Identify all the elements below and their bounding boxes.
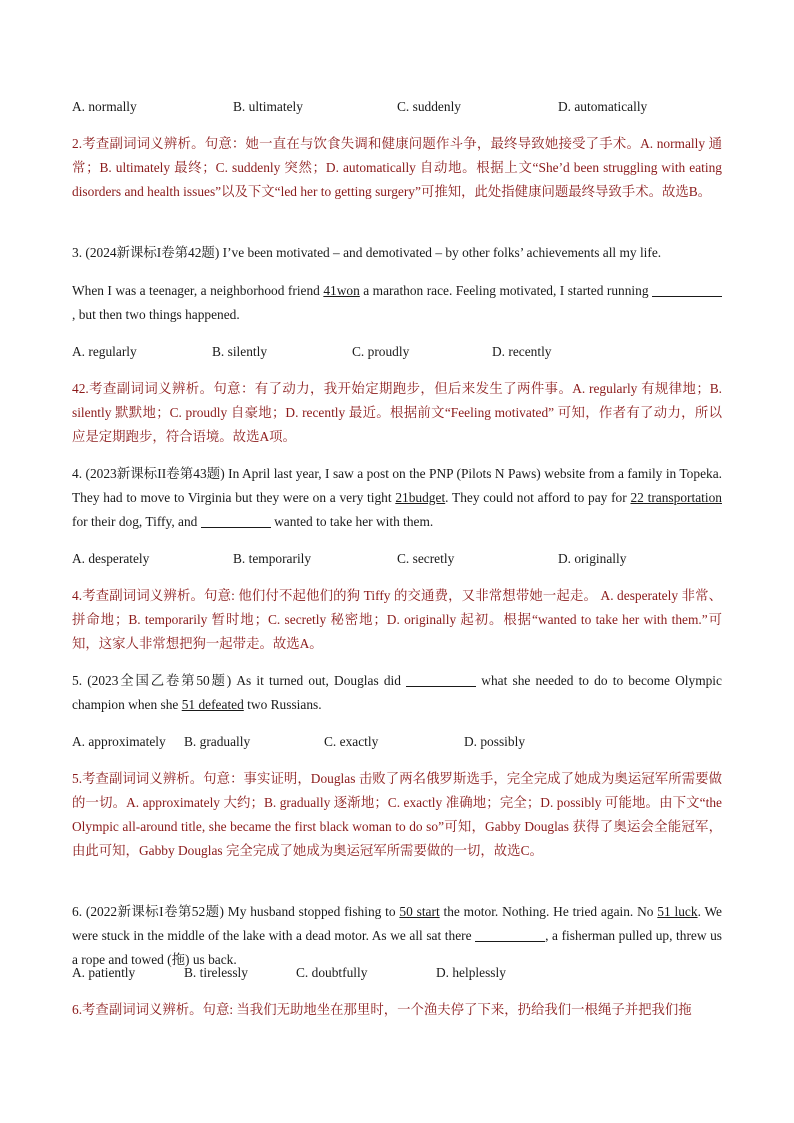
q6-text-part: the motor. Nothing. He tried again. No bbox=[443, 904, 654, 919]
q6-options bbox=[72, 961, 722, 985]
q3-option-c: C. proudly bbox=[352, 344, 410, 359]
q5-option-b: B. gradually bbox=[184, 734, 251, 749]
q6-text-part: 6. (2022新课标I卷第52题) My husband stopped fishing to bbox=[72, 904, 396, 919]
question-4-text bbox=[72, 462, 722, 534]
q3-options bbox=[72, 340, 722, 364]
q5-underlined-51: 51 defeated bbox=[181, 697, 244, 712]
q5-text-part: 5. (2023全国乙卷第50题) As it turned out, Douglas did bbox=[72, 673, 401, 688]
q3-text-part: When I was a teenager, a neighborhood friend bbox=[72, 283, 320, 298]
q4-option-d: D. originally bbox=[558, 551, 627, 566]
q3-blank bbox=[652, 282, 722, 297]
q6-text-part: . We were stuck in the middle of the lake with a dead motor. As we all sat there bbox=[72, 904, 722, 943]
q1-options bbox=[72, 95, 722, 119]
q4-text-part: wanted to take her with them. bbox=[274, 514, 434, 529]
q6-option-b: B. tirelessly bbox=[184, 965, 248, 980]
q4-underlined-22: 22 transportation bbox=[630, 490, 722, 505]
answer-6: 6.考查副词词义辨析。句意: 当我们无助地坐在那里时，一个渔夫停了下来，扔给我们一根绳子并把我们拖 bbox=[72, 1002, 692, 1017]
q3-text-part: , but then two things happened. bbox=[72, 307, 240, 322]
q4-blank bbox=[201, 513, 271, 528]
q5-option-c: C. exactly bbox=[324, 734, 379, 749]
q4-option-b: B. temporarily bbox=[233, 551, 312, 566]
q4-option-c: C. secretly bbox=[397, 551, 455, 566]
q4-option-a: A. desperately bbox=[72, 551, 150, 566]
q1-option-b: B. ultimately bbox=[233, 99, 303, 114]
q6-underlined-51: 51 luck bbox=[657, 904, 698, 919]
q1-option-d: D. automatically bbox=[558, 99, 648, 114]
q5-text-part: two Russians. bbox=[247, 697, 322, 712]
q5-blank bbox=[406, 672, 476, 687]
q6-option-c: C. doubtfully bbox=[296, 965, 368, 980]
q6-underlined-50: 50 start bbox=[399, 904, 440, 919]
q4-text-part: for their dog, Tiffy, and bbox=[72, 514, 198, 529]
answer-4: 4.考查副词词义辨析。句意: 他们付不起他们的狗 Tiffy 的交通费，又非常想带她一起走。 A. desperately 非常、拼命地；B. temporarily 暂时地；C. secretly 秘密地；D. originally 起初。根据“wanted to take her with them.”可知，这家人非常想把狗一起带走。故选A。 bbox=[72, 588, 722, 651]
q5-option-d: D. possibly bbox=[464, 734, 526, 749]
answer-5: 5.考查副词词义辨析。句意：事实证明，Douglas 击败了两名俄罗斯选手，完全完成了她成为奥运冠军所需要做的一切。A. approximately 大约；B. gradually 逐渐地；C. exactly 准确地；完全；D. possibly 可能地。由下文“the Olympic all-around title, she became the first black woman to do so”可知，Gabby Douglas 获得了奥运会全能冠军，由此可知，Gabby Douglas 完全完成了她成为奥运冠军所需要做的一切，故选C。 bbox=[72, 771, 722, 858]
q3-text-part: a marathon race. Feeling motivated, I started running bbox=[363, 283, 649, 298]
q3-underlined-41: 41won bbox=[323, 283, 360, 298]
answer-3: 42.考查副词词义辨析。句意：有了动力，我开始定期跑步，但后来发生了两件事。A. regularly 有规律地；B. silently 默默地；C. proudly 自豪地；D. recently 最近。根据前文“Feeling motivated” 可知，作者有了动力，所以应是定期跑步，符合语境。故选A项。 bbox=[72, 381, 722, 444]
answer-2: 2.考查副词词义辨析。句意：她一直在与饮食失调和健康问题作斗争，最终导致她接受了手术。A. normally 通常；B. ultimately 最终；C. suddenly 突然；D. automatically 自动地。根据上文“She’d been struggling with eating disorders and health issues”以及下文“led her to getting surgery”可推知，此处指健康问题最终导致手术。故选B。 bbox=[72, 136, 722, 199]
q4-text-part: 4. (2023新课标II卷第43题) In April last year, I saw a post on the PNP (Pilots N Paws) website from a family in Topeka. They had to move to Virginia but they were on a very tight bbox=[72, 466, 722, 505]
q4-options bbox=[72, 547, 722, 571]
q3-option-d: D. recently bbox=[492, 344, 552, 359]
q5-options bbox=[72, 730, 722, 754]
q6-option-d: D. helplessly bbox=[436, 965, 506, 980]
q1-option-a: A. normally bbox=[72, 99, 137, 114]
q3-option-a: A. regularly bbox=[72, 344, 137, 359]
q5-option-a: A. approximately bbox=[72, 734, 166, 749]
q6-blank bbox=[475, 927, 545, 942]
question-3-header: 3. (2024新课标I卷第42题) I’ve been motivated – and demotivated – by other folks’ achievements all my life. bbox=[72, 245, 662, 260]
q6-option-a: A. patiently bbox=[72, 965, 136, 980]
question-5-text bbox=[72, 669, 722, 717]
q4-text-part: . They could not afford to pay for bbox=[445, 490, 627, 505]
q5-text-part: what she needed to do to become Olympic champion when she bbox=[72, 673, 722, 712]
q6-text-part: , a fisherman pulled up, threw us a rope and towed (拖) us back. bbox=[72, 928, 722, 967]
q1-option-c: C. suddenly bbox=[397, 99, 461, 114]
question-3-text bbox=[72, 279, 722, 327]
q4-underlined-21: 21budget bbox=[395, 490, 446, 505]
q3-option-b: B. silently bbox=[212, 344, 268, 359]
